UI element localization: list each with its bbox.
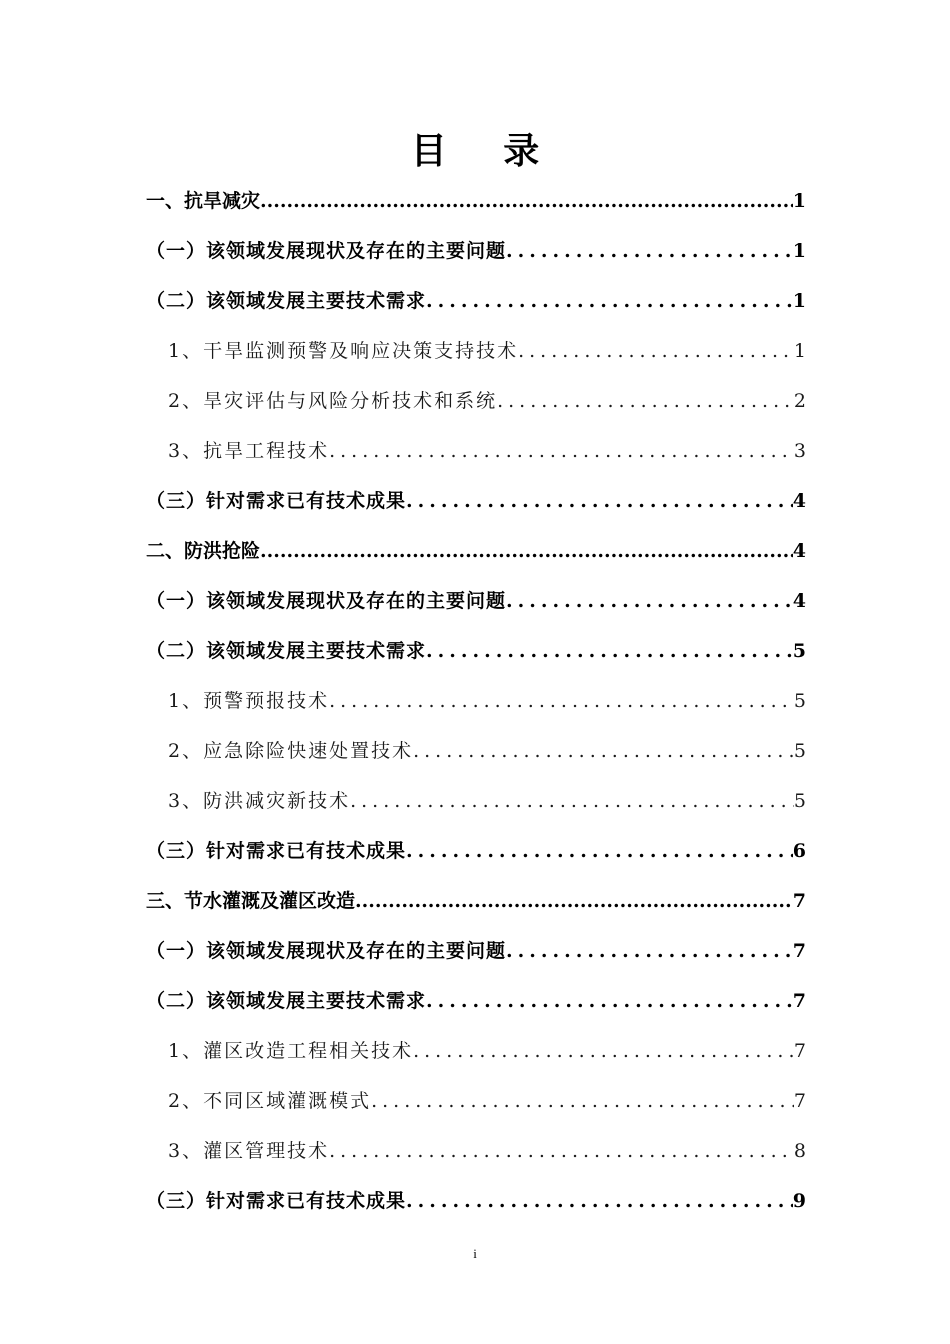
toc-entry[interactable] xyxy=(168,1076,806,1126)
toc-dot-leader xyxy=(426,976,793,1026)
toc-entry-title: 1、灌区改造工程相关技术 xyxy=(168,1040,414,1062)
toc-entry-page: 7 xyxy=(792,990,806,1012)
toc-dot-leader xyxy=(329,1126,794,1176)
toc-entry[interactable] xyxy=(146,176,806,226)
toc-entry-title: 1、预警预报技术 xyxy=(168,690,330,712)
toc-entry-page: 8 xyxy=(793,1140,806,1162)
toc-entry-title: 3、灌区管理技术 xyxy=(168,1140,330,1162)
toc-entry[interactable] xyxy=(146,576,806,626)
toc-entry[interactable] xyxy=(146,976,806,1026)
toc-entry-title: 2、不同区域灌溉模式 xyxy=(168,1090,372,1112)
toc-dot-leader xyxy=(506,926,793,976)
toc-entry-title: 3、防洪减灾新技术 xyxy=(168,790,351,812)
toc-entry-page: 3 xyxy=(793,440,806,462)
toc-entry[interactable] xyxy=(146,876,806,926)
toc-entry[interactable] xyxy=(146,526,806,576)
toc-entry-title: 2、应急除险快速处置技术 xyxy=(168,740,414,762)
toc-dot-leader xyxy=(426,626,793,676)
toc-dot-leader xyxy=(506,226,793,276)
toc-entry[interactable] xyxy=(146,926,806,976)
toc-entry-title: 一、抗旱减灾 xyxy=(146,190,261,212)
toc-entry-title: （二）该领域发展主要技术需求 xyxy=(146,990,427,1012)
toc-dot-leader xyxy=(413,726,794,776)
toc-dot-leader xyxy=(506,576,793,626)
toc-entry-page: 4 xyxy=(792,590,806,612)
toc-entry[interactable] xyxy=(146,1176,806,1226)
toc-dot-leader xyxy=(413,1026,794,1076)
toc-entry-title: （二）该领域发展主要技术需求 xyxy=(146,640,427,662)
toc-entry-page: 7 xyxy=(793,1040,806,1062)
toc-dot-leader xyxy=(406,476,793,526)
toc-dot-leader xyxy=(497,376,794,426)
toc-entry-page: 2 xyxy=(793,390,806,412)
toc-entry-page: 1 xyxy=(792,190,806,212)
page-title: 目 录 xyxy=(410,130,562,172)
toc-entry[interactable] xyxy=(168,726,806,776)
toc-entry-page: 5 xyxy=(793,740,806,762)
toc-entry-page: 7 xyxy=(792,940,806,962)
toc-entry-title: （三）针对需求已有技术成果 xyxy=(146,1190,407,1212)
toc-entry[interactable] xyxy=(146,476,806,526)
toc-entry-title: 3、抗旱工程技术 xyxy=(168,440,330,462)
toc-entry-title: （二）该领域发展主要技术需求 xyxy=(146,290,427,312)
toc-entry-page: 6 xyxy=(792,840,806,862)
toc-entry[interactable] xyxy=(146,626,806,676)
toc-entry-title: （一）该领域发展现状及存在的主要问题 xyxy=(146,240,507,262)
toc-entry[interactable] xyxy=(168,676,806,726)
toc-dot-leader xyxy=(260,526,793,576)
toc-entry-page: 9 xyxy=(792,1190,806,1212)
toc-entry[interactable] xyxy=(168,426,806,476)
toc-entry-title: 三、节水灌溉及灌区改造 xyxy=(146,890,356,912)
toc-entry-page: 1 xyxy=(792,240,806,262)
toc-entry-title: （一）该领域发展现状及存在的主要问题 xyxy=(146,590,507,612)
toc-entry-title: 1、干旱监测预警及响应决策支持技术 xyxy=(168,340,519,362)
toc-entry[interactable] xyxy=(168,1026,806,1076)
toc-entry-page: 5 xyxy=(793,790,806,812)
toc-entry-title: 2、旱灾评估与风险分析技术和系统 xyxy=(168,390,498,412)
toc-entry[interactable] xyxy=(146,826,806,876)
toc-entry-page: 4 xyxy=(792,540,806,562)
toc-entry-page: 5 xyxy=(793,690,806,712)
toc-entry-page: 5 xyxy=(792,640,806,662)
toc-entry[interactable] xyxy=(168,776,806,826)
toc-dot-leader xyxy=(406,826,793,876)
toc-dot-leader xyxy=(329,676,794,726)
toc-entry-page: 7 xyxy=(793,1090,806,1112)
toc-entry-title: 二、防洪抢险 xyxy=(146,540,261,562)
toc-entry[interactable] xyxy=(168,376,806,426)
toc-entry[interactable] xyxy=(168,326,806,376)
toc-entry-title: （一）该领域发展现状及存在的主要问题 xyxy=(146,940,507,962)
toc-entry-page: 1 xyxy=(792,290,806,312)
toc-entry-title: （三）针对需求已有技术成果 xyxy=(146,840,407,862)
toc-entry[interactable] xyxy=(146,226,806,276)
toc-entry-page: 4 xyxy=(792,490,806,512)
toc-dot-leader xyxy=(355,876,793,926)
toc-dot-leader xyxy=(518,326,794,376)
toc-dot-leader xyxy=(426,276,793,326)
toc-entry-page: 7 xyxy=(792,890,806,912)
toc-entry-page: 1 xyxy=(793,340,806,362)
toc-entry-title: （三）针对需求已有技术成果 xyxy=(146,490,407,512)
toc-dot-leader xyxy=(260,176,793,226)
toc-dot-leader xyxy=(406,1176,793,1226)
toc-dot-leader xyxy=(350,776,794,826)
page-number: i xyxy=(473,1246,477,1261)
toc-dot-leader xyxy=(329,426,794,476)
toc-entry[interactable] xyxy=(146,276,806,326)
toc-dot-leader xyxy=(371,1076,794,1126)
toc-entry[interactable] xyxy=(168,1126,806,1176)
